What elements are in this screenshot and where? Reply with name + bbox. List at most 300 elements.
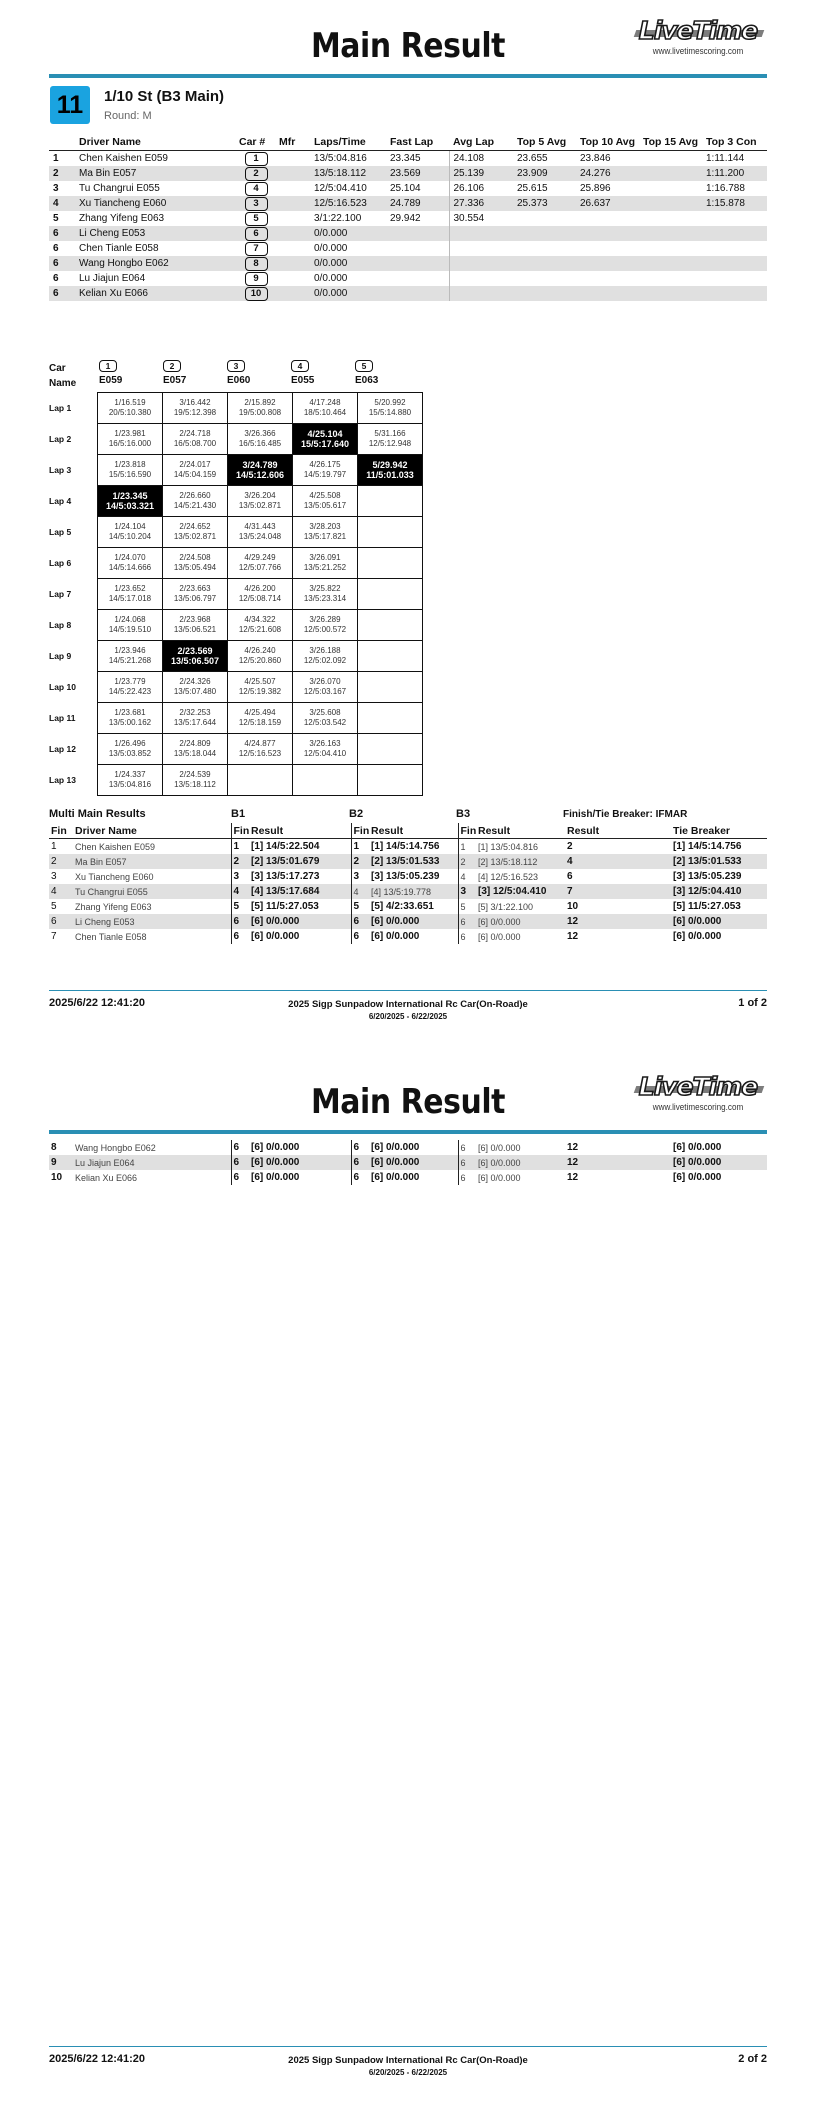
results-cell-car	[235, 211, 275, 226]
lap-cell	[228, 455, 293, 486]
tie-breaker-title: Finish/Tie Breaker: IFMAR	[563, 809, 688, 820]
multi-cell-fin: 6	[49, 914, 73, 929]
car-number-badge: 6	[245, 227, 268, 241]
lap-cell	[98, 579, 163, 610]
results-cell-avg: 25.139	[449, 166, 513, 181]
lap-running-total: 13/5:18.044	[173, 749, 217, 758]
lap-cell	[293, 610, 358, 641]
lap-time: 1/16.519	[114, 398, 146, 407]
multi-cell-b1res: [6] 0/0.000	[251, 931, 300, 942]
results-cell-laps: 0/0.000	[314, 273, 348, 284]
multi-row	[49, 1155, 767, 1170]
multi-col-header: Result	[565, 823, 671, 839]
results-cell-driver: Lu Jiajun E064	[79, 273, 146, 284]
results-cell-top10: 26.637	[576, 196, 639, 211]
lap-cell	[293, 424, 358, 455]
multi-cell-b1fin: 6	[231, 1140, 249, 1155]
lap-cell	[98, 703, 163, 734]
results-cell-top3con: 1:11.144	[706, 153, 745, 164]
lap-cell	[358, 424, 423, 455]
multi-cell-driver: Kelian Xu E066	[75, 1172, 138, 1183]
car-number-badge: 2	[163, 360, 181, 372]
results-cell-fast: 23.345	[390, 153, 421, 164]
lap-cell	[228, 486, 293, 517]
results-cell-fin: 1	[53, 153, 59, 164]
lap-cell	[163, 641, 228, 672]
lap-number: Lap 10	[49, 682, 76, 692]
lap-car-name: E057	[163, 375, 187, 386]
multi-cell-b2res: [6] 0/0.000	[369, 914, 458, 929]
lap-cell	[98, 517, 163, 548]
lap-running-total: 14/5:21.268	[108, 656, 152, 665]
car-number-badge: 2	[245, 167, 268, 181]
car-number-badge: 7	[245, 242, 268, 256]
lap-car-column-header	[355, 360, 419, 386]
multi-cell-result: 6	[567, 871, 573, 882]
logo-url: www.livetimescoring.com	[652, 46, 744, 56]
multi-cell-b1fin: 3	[231, 869, 249, 884]
lap-running-total: 13/5:18.112	[174, 780, 216, 789]
multi-cell-driver: Wang Hongbo E062	[75, 1142, 156, 1153]
multi-cell-b2fin: 6	[351, 929, 369, 944]
multi-row	[49, 854, 767, 869]
results-cell-driver: Ma Bin E057	[75, 166, 235, 181]
multi-cell-b2res: [5] 4/2:33.651	[371, 901, 434, 912]
multi-cell-b1fin: 1	[231, 839, 249, 855]
results-cell-top15	[639, 256, 702, 271]
multi-cell-tie: [6] 0/0.000	[671, 914, 767, 929]
results-cell-driver: Chen Kaishen E059	[79, 153, 168, 164]
multi-cell-b2res: [6] 0/0.000	[369, 1155, 458, 1170]
multi-cell-b3res: [6] 0/0.000	[476, 1155, 565, 1170]
results-cell-top10: 23.846	[580, 153, 611, 164]
lap-time: 3/26.289	[309, 615, 341, 624]
multi-cell-b1res: [6] 0/0.000	[249, 914, 351, 929]
lap-cell	[228, 610, 293, 641]
lap-cell	[163, 517, 228, 548]
results-cell-top3con	[702, 256, 767, 271]
multi-cell-driver: Chen Tianle E058	[75, 931, 147, 942]
results-cell-mfr	[275, 256, 310, 271]
multi-cell-tie: [6] 0/0.000	[673, 1142, 722, 1153]
results-col-header: Driver Name	[75, 132, 235, 151]
lap-cell	[98, 424, 163, 455]
lap-running-total: 16/5:16.485	[238, 439, 282, 448]
results-cell-fast	[386, 226, 449, 241]
lap-time: 2/24.809	[179, 739, 211, 748]
lap-running-total: 12/5:03.542	[303, 718, 347, 727]
lap-cell	[293, 734, 358, 765]
lap-cell	[163, 703, 228, 734]
multi-cell-b3fin: 6	[458, 929, 476, 944]
b1-label: B1	[231, 808, 246, 820]
lap-cell	[163, 765, 228, 796]
lap-cell-empty	[358, 486, 423, 517]
lap-cell	[293, 579, 358, 610]
lap-time: 2/26.660	[179, 491, 211, 500]
lap-time: 1/24.068	[114, 615, 146, 624]
multi-cell-result: 10	[567, 901, 579, 912]
multi-col-header: Fin	[49, 823, 73, 839]
lap-cell	[228, 548, 293, 579]
lap-running-total: 13/5:06.797	[173, 594, 217, 603]
lap-car-name: E055	[291, 375, 315, 386]
lap-number: Lap 7	[49, 589, 72, 599]
results-row	[49, 286, 767, 301]
results-cell-fast: 29.942	[390, 213, 421, 224]
results-cell-top10	[576, 286, 639, 301]
multi-row	[49, 869, 767, 884]
results-cell-car	[235, 226, 275, 241]
header-rule	[49, 1130, 767, 1134]
lap-cell	[228, 393, 293, 424]
results-row	[49, 271, 767, 286]
multi-cell-b3fin: 2	[458, 854, 476, 869]
results-row	[49, 151, 767, 167]
multi-cell-tie: [6] 0/0.000	[673, 931, 722, 942]
multi-cell-b3res: [4] 12/5:16.523	[478, 871, 539, 882]
lap-running-total: 16/5:08.700	[173, 439, 217, 448]
lap-car-column-header	[99, 360, 163, 386]
livetime-logo	[628, 18, 768, 56]
multi-cell-b1res: [3] 13/5:17.273	[251, 871, 320, 882]
results-cell-top5	[513, 211, 576, 226]
results-cell-top15	[639, 181, 702, 196]
results-cell-top3con: 1:15.878	[702, 196, 767, 211]
multi-main-table	[49, 823, 767, 944]
lap-time: 2/24.539	[179, 770, 211, 779]
lap-running-total: 12/5:04.410	[303, 749, 347, 758]
results-cell-mfr	[275, 196, 310, 211]
b2-label: B2	[349, 808, 364, 820]
lap-cell	[293, 548, 358, 579]
multi-cell-fin: 8	[51, 1142, 57, 1153]
lap-cell	[163, 672, 228, 703]
results-cell-car	[235, 181, 275, 196]
results-cell-fin: 2	[49, 166, 75, 181]
lap-cell	[163, 548, 228, 579]
lap-time: 5/29.942	[372, 460, 408, 470]
results-cell-avg: 24.108	[449, 151, 513, 167]
results-col-header: Top 10 Avg	[576, 132, 639, 151]
results-cell-avg	[449, 256, 513, 271]
lap-running-total: 12/5:19.382	[238, 687, 282, 696]
page-2	[0, 1056, 816, 2112]
multi-main-header	[49, 808, 767, 823]
multi-cell-b2fin: 1	[351, 839, 369, 855]
lap-cell	[163, 486, 228, 517]
lap-running-total: 13/5:02.871	[173, 532, 217, 541]
lap-running-total: 13/5:05.494	[173, 563, 217, 572]
multi-col-header: Fin	[458, 823, 476, 839]
lap-time: 1/26.496	[114, 739, 146, 748]
lap-time: 3/25.822	[309, 584, 341, 593]
lap-cell	[293, 703, 358, 734]
lap-running-total: 13/5:06.521	[173, 625, 217, 634]
lap-car-column-header	[291, 360, 355, 386]
lap-running-total: 13/5:06.507	[170, 656, 220, 666]
lap-cell	[228, 517, 293, 548]
results-cell-fin: 4	[49, 196, 75, 211]
lap-cell	[98, 641, 163, 672]
lap-running-total: 13/5:00.162	[108, 718, 152, 727]
lap-time: 2/15.892	[244, 398, 276, 407]
multi-cell-b2fin: 6	[351, 1140, 369, 1155]
lap-time: 4/25.508	[309, 491, 341, 500]
results-cell-laps: 13/5:18.112	[310, 166, 386, 181]
logo-wordmark: LiveTime	[638, 16, 758, 45]
multi-cell-tie: [6] 0/0.000	[671, 1155, 767, 1170]
lap-running-total: 12/5:21.608	[238, 625, 282, 634]
multi-main-title: Multi Main Results	[49, 808, 146, 820]
results-cell-mfr	[275, 271, 310, 286]
lap-time: 3/26.188	[309, 646, 341, 655]
multi-cell-b3res: [6] 0/0.000	[478, 1142, 521, 1153]
lap-cell	[163, 424, 228, 455]
results-cell-avg: 30.554	[449, 211, 513, 226]
lap-running-total: 13/5:23.314	[303, 594, 347, 603]
results-cell-driver: Li Cheng E053	[75, 226, 235, 241]
lap-running-total: 20/5:10.380	[108, 408, 152, 417]
lap-cell	[228, 579, 293, 610]
lap-car-name: E059	[99, 375, 123, 386]
results-cell-mfr	[275, 181, 310, 196]
results-cell-top15	[639, 286, 702, 301]
multi-cell-b3res: [6] 0/0.000	[476, 914, 565, 929]
lap-cell	[163, 455, 228, 486]
results-cell-avg	[449, 271, 513, 286]
multi-cell-driver: Chen Kaishen E059	[75, 841, 156, 852]
results-cell-avg	[449, 286, 513, 301]
results-cell-top5	[513, 256, 576, 271]
multi-row	[49, 839, 767, 855]
results-row	[49, 196, 767, 211]
results-cell-driver: Chen Tianle E058	[79, 243, 159, 254]
lap-time: 1/23.981	[114, 429, 146, 438]
results-cell-laps: 12/5:16.523	[310, 196, 386, 211]
multi-cell-driver: Tu Changrui E055	[73, 884, 231, 899]
lap-time: 3/26.070	[309, 677, 341, 686]
multi-cell-b2res: [6] 0/0.000	[371, 1172, 420, 1183]
lap-running-total: 13/5:05.617	[303, 501, 347, 510]
multi-cell-result: 12	[567, 931, 579, 942]
lap-row	[49, 610, 423, 641]
multi-cell-b1res: [6] 0/0.000	[251, 1172, 300, 1183]
lap-time: 5/31.166	[374, 429, 406, 438]
lap-running-total: 14/5:19.510	[108, 625, 152, 634]
multi-cell-tie: [3] 12/5:04.410	[671, 884, 767, 899]
lap-running-total: 16/5:16.000	[108, 439, 152, 448]
lap-cell	[293, 393, 358, 424]
results-cell-car	[235, 241, 275, 256]
results-cell-top15	[639, 166, 702, 181]
results-cell-top5	[513, 241, 576, 256]
lap-time: 4/24.877	[244, 739, 276, 748]
results-cell-fin: 6	[53, 243, 59, 254]
multi-cell-fin: 1	[51, 841, 57, 852]
lap-cell	[228, 641, 293, 672]
results-table	[49, 132, 767, 301]
multi-col-header: Tie Breaker	[671, 823, 767, 839]
results-cell-driver: Wang Hongbo E062	[75, 256, 235, 271]
lap-time: 1/23.652	[114, 584, 146, 593]
multi-cell-b1res: [4] 13/5:17.684	[249, 884, 351, 899]
multi-cell-b2res: [1] 14/5:14.756	[371, 841, 440, 852]
multi-cell-b1fin: 6	[231, 914, 249, 929]
multi-cell-fin: 3	[51, 871, 57, 882]
results-cell-mfr	[275, 226, 310, 241]
results-cell-car	[235, 256, 275, 271]
lap-time: 3/25.608	[309, 708, 341, 717]
multi-cell-b1fin: 4	[231, 884, 249, 899]
results-cell-mfr	[275, 286, 310, 301]
lap-time: 4/31.443	[244, 522, 276, 531]
lap-car-column-header	[163, 360, 227, 386]
lap-running-total: 12/5:03.167	[303, 687, 347, 696]
lap-time: 1/24.337	[114, 770, 146, 779]
multi-cell-result: 4	[565, 854, 671, 869]
results-cell-laps: 0/0.000	[310, 286, 386, 301]
footer-event: 2025 Sigp Sunpadow International Rc Car(On-Road)e	[288, 2055, 528, 2066]
results-row	[49, 211, 767, 226]
results-cell-top5	[513, 286, 576, 301]
lap-running-total: 19/5:00.808	[238, 408, 282, 417]
car-number-badge: 9	[245, 272, 268, 286]
lap-time: 3/26.366	[244, 429, 276, 438]
lap-cell	[228, 672, 293, 703]
results-cell-top15	[639, 196, 702, 211]
lap-cell-empty	[358, 610, 423, 641]
results-col-header: Top 3 Con	[702, 132, 767, 151]
multi-cell-driver: Ma Bin E057	[73, 854, 231, 869]
results-cell-top15	[639, 211, 702, 226]
results-cell-fast	[386, 286, 449, 301]
lap-row	[49, 548, 423, 579]
multi-cell-b3fin: 6	[458, 914, 476, 929]
results-cell-fast	[386, 271, 449, 286]
multi-row	[49, 884, 767, 899]
multi-cell-b1fin: 2	[231, 854, 249, 869]
lap-row	[49, 579, 423, 610]
lap-running-total: 12/5:16.523	[238, 749, 282, 758]
multi-main-table-continued	[49, 1140, 768, 1185]
multi-cell-b3fin: 5	[458, 899, 476, 914]
multi-cell-fin: 10	[51, 1172, 63, 1183]
car-number-badge: 5	[355, 360, 373, 372]
lap-number: Lap 12	[49, 744, 76, 754]
lap-time: 1/23.946	[114, 646, 146, 655]
car-number-badge: 10	[245, 287, 268, 301]
lap-cell-empty	[293, 765, 358, 796]
lap-time: 2/24.652	[179, 522, 211, 531]
lap-running-total: 12/5:02.092	[303, 656, 347, 665]
results-cell-top3con	[702, 286, 767, 301]
results-cell-fin: 6	[49, 256, 75, 271]
multi-row	[49, 929, 767, 944]
lap-time: 3/26.163	[309, 739, 341, 748]
multi-cell-driver: Li Cheng E053	[73, 914, 231, 929]
footer	[49, 990, 767, 1031]
lap-running-total: 13/5:07.480	[173, 687, 217, 696]
multi-cell-result: 12	[565, 1155, 671, 1170]
multi-cell-result: 12	[565, 914, 671, 929]
lap-running-total: 14/5:03.321	[105, 501, 155, 511]
results-col-header: Fast Lap	[386, 132, 449, 151]
lap-number: Lap 8	[49, 620, 72, 630]
results-cell-top3con	[702, 241, 767, 256]
multi-cell-fin: 9	[49, 1155, 73, 1170]
lap-cell	[293, 486, 358, 517]
lap-time: 4/25.507	[244, 677, 276, 686]
lap-time: 4/29.249	[244, 553, 276, 562]
lap-cell-empty	[358, 703, 423, 734]
multi-cell-b3res: [2] 13/5:18.112	[476, 854, 565, 869]
lap-cell	[163, 610, 228, 641]
lap-cell	[163, 579, 228, 610]
results-cell-laps: 13/5:04.816	[314, 153, 367, 164]
lap-number: Lap 13	[49, 775, 76, 785]
multi-cell-b3fin: 6	[458, 1170, 476, 1185]
lap-cell	[98, 765, 163, 796]
results-cell-car	[235, 151, 275, 167]
lap-cell-empty	[228, 765, 293, 796]
results-cell-avg	[449, 241, 513, 256]
multi-cell-b2fin: 2	[351, 854, 369, 869]
multi-cell-b3fin: 1	[458, 839, 476, 855]
page-title: Main Result	[310, 26, 506, 66]
results-cell-top3con	[702, 226, 767, 241]
lap-running-total: 13/5:02.871	[238, 501, 282, 510]
multi-cell-b2res: [4] 13/5:19.778	[369, 884, 458, 899]
multi-cell-fin: 4	[49, 884, 73, 899]
logo-wordmark: LiveTime	[638, 1072, 758, 1101]
lap-running-total: 19/5:12.398	[173, 408, 217, 417]
car-number-badge: 4	[291, 360, 309, 372]
multi-cell-b1res: [1] 14/5:22.504	[251, 841, 320, 852]
lap-running-total: 12/5:00.572	[303, 625, 347, 634]
results-row	[49, 241, 767, 256]
footer-timestamp: 2025/6/22 12:41:20	[49, 997, 146, 1009]
lap-running-total: 12/5:12.948	[368, 439, 412, 448]
lap-cell	[358, 455, 423, 486]
lap-row	[49, 393, 423, 424]
footer-page-number: 1 of 2	[738, 997, 767, 1009]
lap-running-total: 13/5:17.644	[173, 718, 217, 727]
multi-cell-result: 2	[567, 841, 573, 852]
lap-time: 2/24.508	[179, 553, 211, 562]
multi-cell-result: 7	[565, 884, 671, 899]
results-cell-fast: 24.789	[386, 196, 449, 211]
lap-running-total: 15/5:17.640	[300, 439, 350, 449]
multi-cell-b1res: [2] 13/5:01.679	[249, 854, 351, 869]
lap-number: Lap 3	[49, 465, 72, 475]
multi-cell-b1res: [5] 11/5:27.053	[251, 901, 319, 912]
lap-cell	[228, 703, 293, 734]
lap-cell-empty	[358, 579, 423, 610]
results-cell-driver: Zhang Yifeng E063	[79, 213, 165, 224]
lap-time: 3/26.091	[309, 553, 341, 562]
results-cell-avg: 26.106	[449, 181, 513, 196]
multi-cell-tie: [6] 0/0.000	[673, 1172, 722, 1183]
header-rule	[49, 74, 767, 78]
multi-cell-b2fin: 6	[351, 914, 369, 929]
results-row	[49, 166, 767, 181]
lap-car-column-header	[227, 360, 291, 386]
race-number-badge: 11	[50, 86, 90, 124]
lap-cell	[98, 455, 163, 486]
lap-running-total: 13/5:03.852	[108, 749, 152, 758]
multi-cell-driver: Xu Tiancheng E060	[75, 871, 154, 882]
